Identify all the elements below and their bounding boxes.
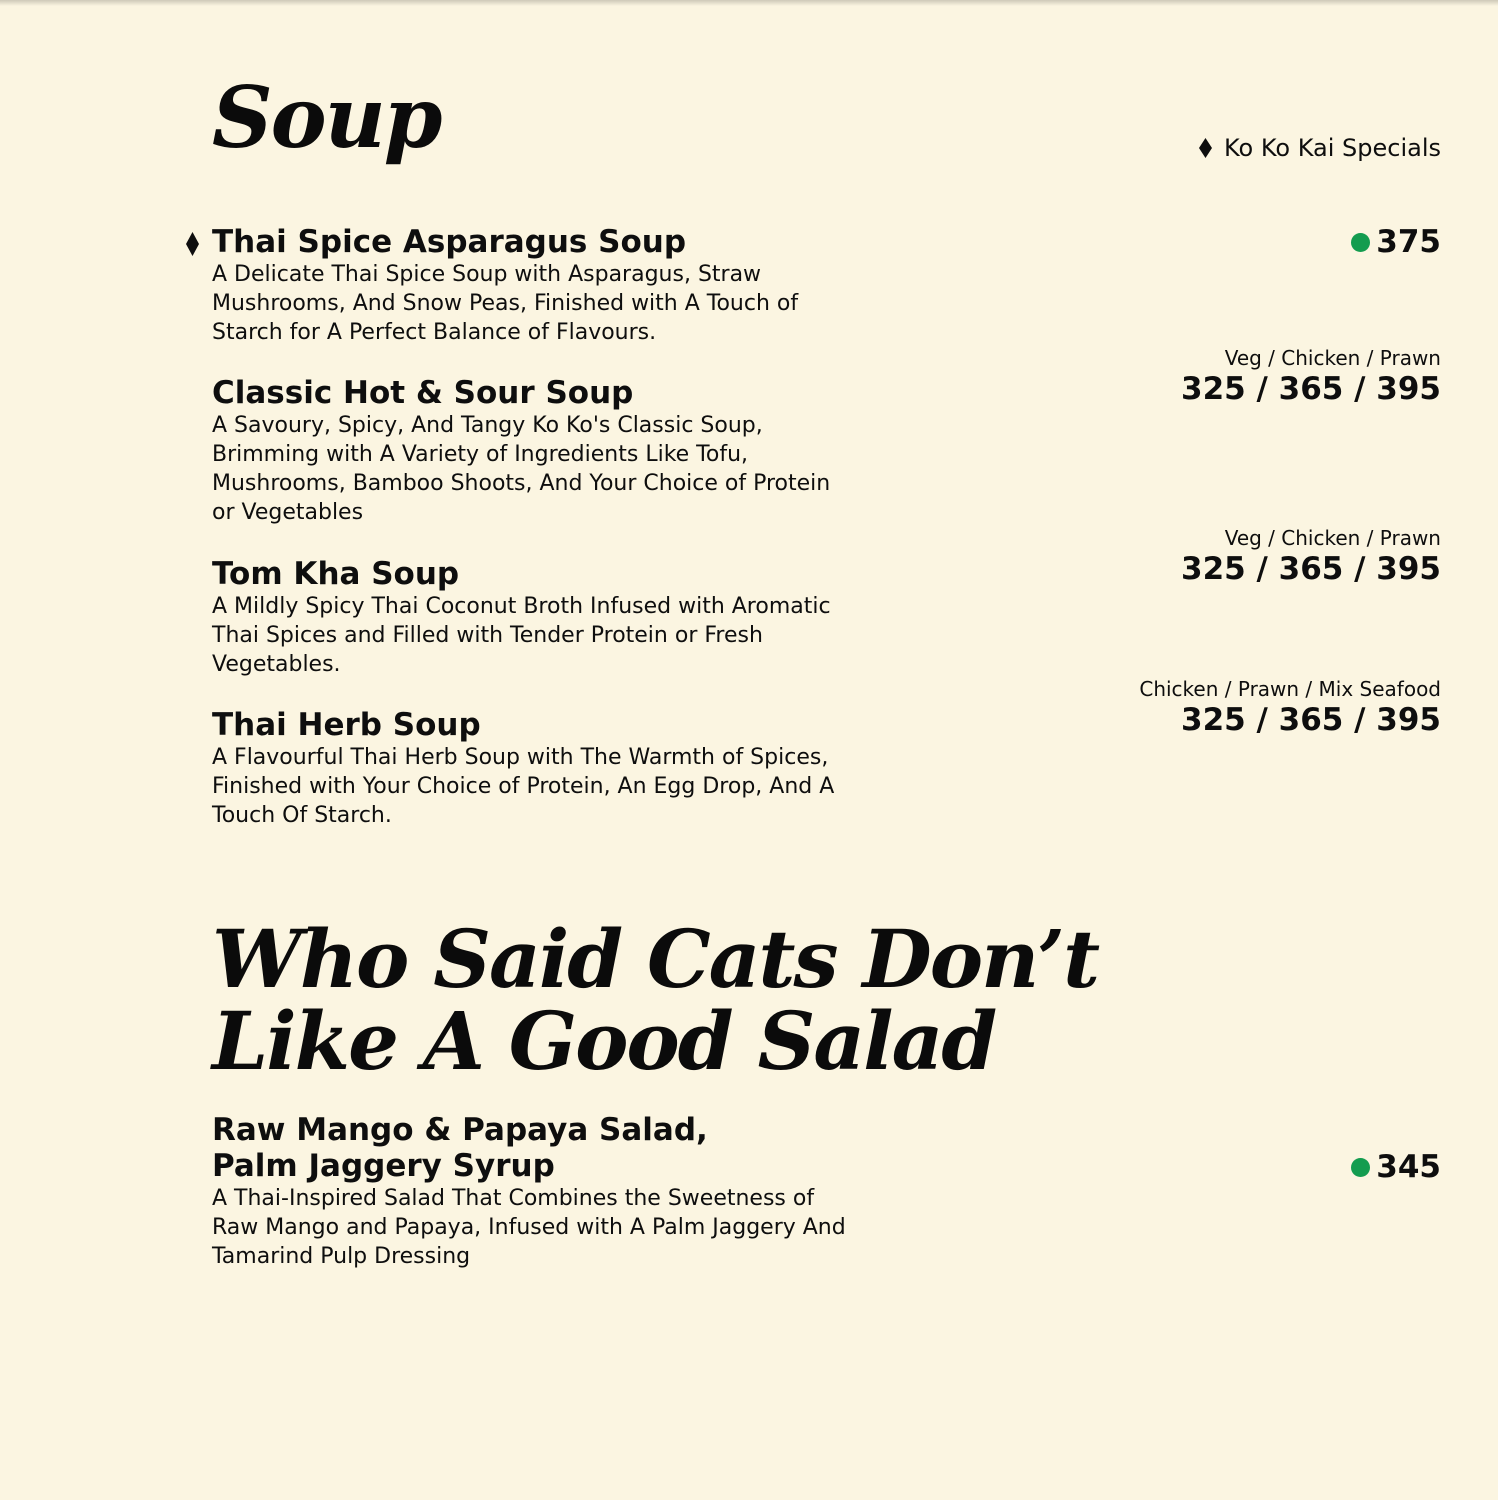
menu-item-description: A Delicate Thai Spice Soup with Asparagus, Straw Mushrooms, And Snow Peas, Finished with A Touch of Starch for A Perfect Balance of Flavours. [212,262,799,345]
price [1351,1149,1441,1185]
specials-legend-label: Ko Ko Kai Specials [1223,134,1441,162]
price-variants: Veg / Chicken / Prawn [1224,526,1441,550]
price-value: 325 / 365 / 395 [1181,551,1441,587]
top-edge-shadow [0,0,1498,6]
menu-item-description: A Flavourful Thai Herb Soup with The Warmth of Spices, Finished with Your Choice of Protein, An Egg Drop, And A Touch Of Starch. [212,745,835,828]
price-block [1181,345,1441,407]
menu-item-name [212,1112,832,1184]
price-variants: Chicken / Prawn / Mix Seafood [1139,677,1441,701]
price [1181,551,1441,587]
menu-item-name-line-2: Palm Jaggery Syrup [212,1148,555,1184]
menu-item [212,677,1441,830]
specials-legend [1199,133,1441,163]
menu-item-name-line-1: Raw Mango & Papaya Salad, [212,1112,708,1148]
price-value: 345 [1376,1149,1441,1185]
price-value: 325 / 365 / 395 [1181,371,1441,407]
menu-item [212,1112,1441,1271]
price [1181,371,1441,407]
veg-indicator-icon [1351,233,1370,252]
veg-indicator-icon [1351,1158,1370,1177]
menu-item-description: A Mildly Spicy Thai Coconut Broth Infused with Aromatic Thai Spices and Filled with Tender Protein or Fresh Vegetables. [212,594,831,677]
price-block [1139,676,1441,738]
menu-item-description: A Thai-Inspired Salad That Combines the Sweetness of Raw Mango and Papaya, Infused with A Palm Jaggery And Tamarind Pulp Dressing [212,1186,846,1269]
menu-item-description: A Savoury, Spicy, And Tangy Ko Ko's Classic Soup, Brimming with A Variety of Ingredients Like Tofu, Mushrooms, Bamboo Shoots, And Your Choice of Protein or Vegetables [212,413,831,525]
menu-item-name: Tom Kha Soup [212,556,460,592]
special-diamond-icon [186,232,199,256]
soup-section-title: Soup [212,68,441,167]
diamond-icon [1199,138,1212,158]
menu-item-name: Thai Spice Asparagus Soup [212,224,687,260]
price [1351,224,1441,260]
price-block [1351,224,1441,260]
menu-item [212,526,1441,679]
menu-item-name: Classic Hot & Sour Soup [212,375,634,411]
salad-title-line-2: Like A Good Salad [212,994,996,1088]
price-variants: Veg / Chicken / Prawn [1224,346,1441,370]
price-block [1351,1149,1441,1185]
salad-title-line-1: Who Said Cats Don’t [212,912,1099,1006]
price-block [1181,525,1441,587]
price-value: 325 / 365 / 395 [1181,702,1441,738]
menu-item [212,224,1441,347]
price [1139,702,1441,738]
price-value: 375 [1376,224,1441,260]
salad-section-title [212,912,1112,1088]
menu-item-name: Thai Herb Soup [212,707,481,743]
menu-item [212,346,1441,527]
